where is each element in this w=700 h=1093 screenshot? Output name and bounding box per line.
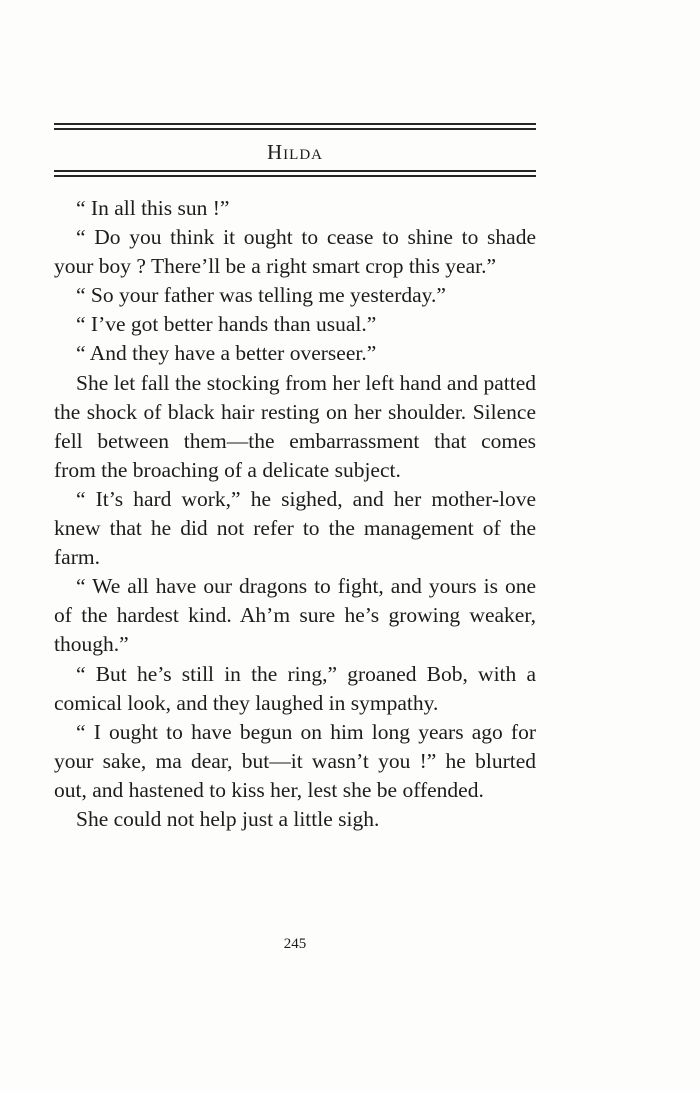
header-rule-top [54,123,536,130]
paragraph: “ But he’s still in the ring,” groaned Bob, with a comical look, and they laughed in sympathy. [54,661,536,715]
paragraph: “ I ought to have begun on him long years ago for your sake, ma dear, but—it wasn’t you !” he blurted out, and hastened to kiss her, lest she be offended. [54,719,536,802]
paragraph: “ I’ve got better hands than usual.” [76,312,377,337]
paragraph: “ It’s hard work,” he sighed, and her mother-love knew that he did not refer to the management of the farm. [54,486,536,570]
page-number: 245 [283,936,307,952]
paragraph: She let fall the stocking from her left hand and patted the shock of black hair resting on her shoulder. Silence fell between them—the embarrassment that comes from the broaching of a delicate subject. [54,370,536,482]
paragraph: “ And they have a better overseer.” [76,341,377,366]
running-head: Hilda [267,140,323,164]
paragraph: “ So your father was telling me yesterday.” [76,283,446,308]
header-rule-bottom [54,170,536,177]
paragraph: “ We all have our dragons to fight, and yours is one of the hardest kind. Ah’m sure he’s growing weaker, though.” [54,574,536,657]
paragraph: “ Do you think it ought to cease to shine to shade your boy ? There’ll be a right smart crop this year.” [54,225,536,279]
body-text [54,194,536,834]
paragraph: She could not help just a little sigh. [76,806,380,831]
paragraph: “ In all this sun !” [76,196,230,220]
